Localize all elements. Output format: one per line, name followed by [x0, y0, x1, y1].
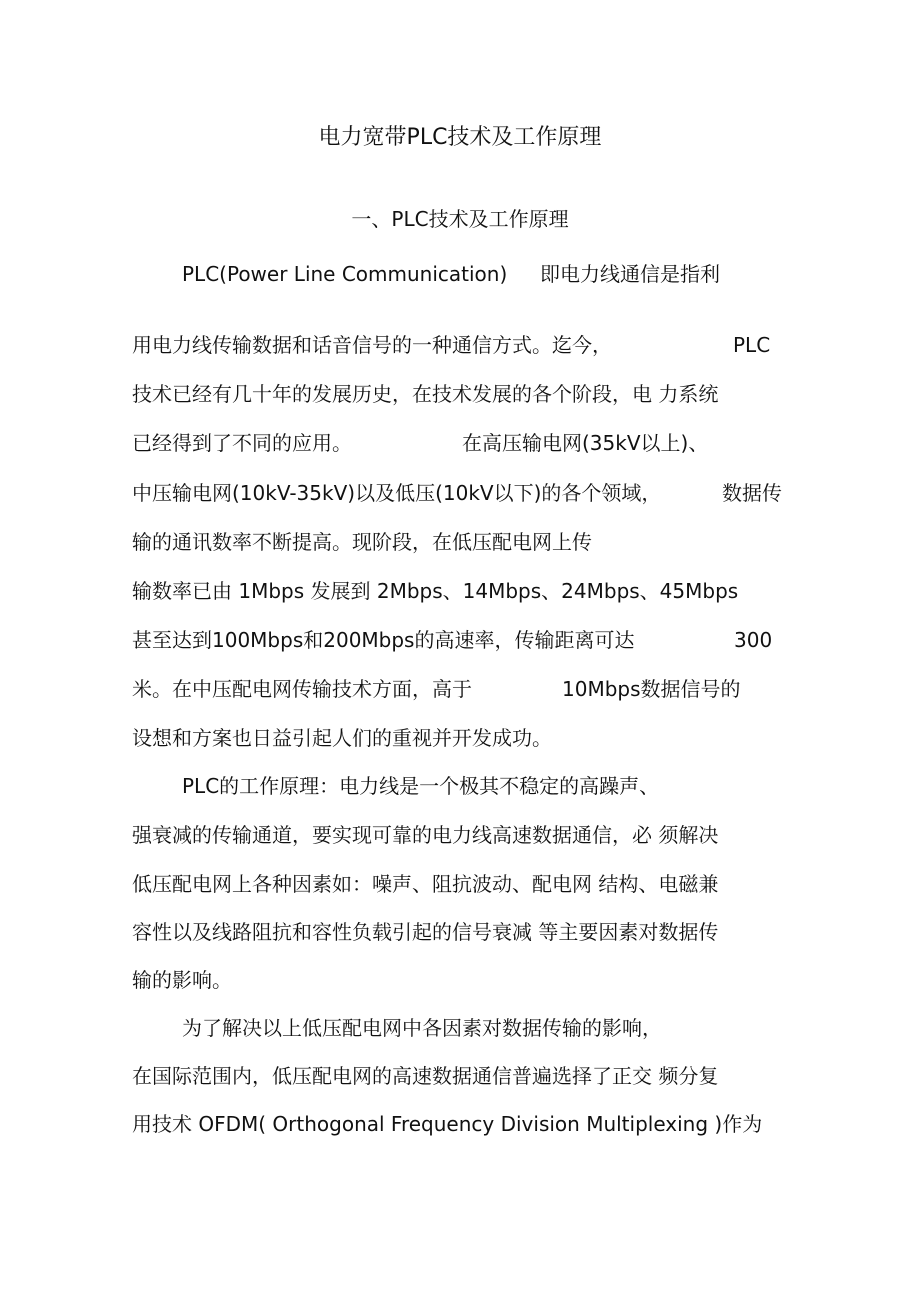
- line-segment: 10Mbps数据信号的: [562, 677, 741, 701]
- line-segment: 在高压输电网(35kV以上)、: [462, 431, 709, 455]
- paragraph-line: 设想和方案也日益引起人们的重视并开发成功。: [132, 726, 552, 750]
- paragraph-line: [132, 330, 782, 360]
- section-heading: 一、PLC技术及工作原理: [351, 207, 569, 231]
- document-title: 电力宽带PLC技术及工作原理: [318, 125, 602, 150]
- paragraph-line: 输数率已由 1Mbps 发展到 2Mbps、14Mbps、24Mbps、45Mbps: [132, 579, 739, 603]
- line-segment: PLC: [733, 333, 771, 357]
- line-segment: 即电力线通信是指利: [540, 262, 720, 286]
- line-segment: 数据传: [722, 481, 782, 505]
- paragraph-line: PLC的工作原理：电力线是一个极其不稳定的高躁声、: [182, 774, 660, 798]
- line-segment: 300: [734, 628, 773, 652]
- paragraph-line: 输的通讯数率不断提高。现阶段，在低压配电网上传: [132, 530, 592, 554]
- line-segment: 米。在中压配电网传输技术方面，高于: [132, 677, 472, 701]
- paragraph-line: 强衰减的传输通道，要实现可靠的电力线高速数据通信，必 须解决: [132, 823, 719, 847]
- paragraph-line: 输的影响。: [132, 968, 232, 992]
- paragraph-line: 技术已经有几十年的发展历史，在技术发展的各个阶段，电 力系统: [132, 382, 719, 406]
- paragraph-line: 在国际范围内，低压配电网的高速数据通信普遍选择了正交 频分复: [132, 1064, 719, 1088]
- line-segment: PLC(Power Line Communication): [182, 262, 508, 286]
- line-segment: 甚至达到100Mbps和200Mbps的高速率，传输距离可达: [132, 628, 635, 652]
- line-segment: 用电力线传输数据和话音信号的一种通信方式。迄今，: [132, 333, 612, 357]
- paragraph-line: [132, 428, 782, 458]
- paragraph-line: [132, 625, 782, 655]
- line-segment: 已经得到了不同的应用。: [132, 431, 352, 455]
- paragraph-line: [132, 674, 782, 704]
- paragraph-line: 容性以及线路阻抗和容性负载引起的信号衰减 等主要因素对数据传: [132, 920, 719, 944]
- paragraph-line: 用技术 OFDM( Orthogonal Frequency Division Multiplexing )作为: [132, 1112, 763, 1136]
- paragraph-line: [132, 478, 792, 508]
- paragraph-line: [182, 259, 782, 289]
- paragraph-line: 低压配电网上各种因素如：噪声、阻抗波动、配电网 结构、电磁兼: [132, 872, 719, 896]
- paragraph-line: 为了解决以上低压配电网中各因素对数据传输的影响，: [182, 1016, 662, 1040]
- line-segment: 中压输电网(10kV-35kV)以及低压(10kV以下)的各个领域，: [132, 481, 662, 505]
